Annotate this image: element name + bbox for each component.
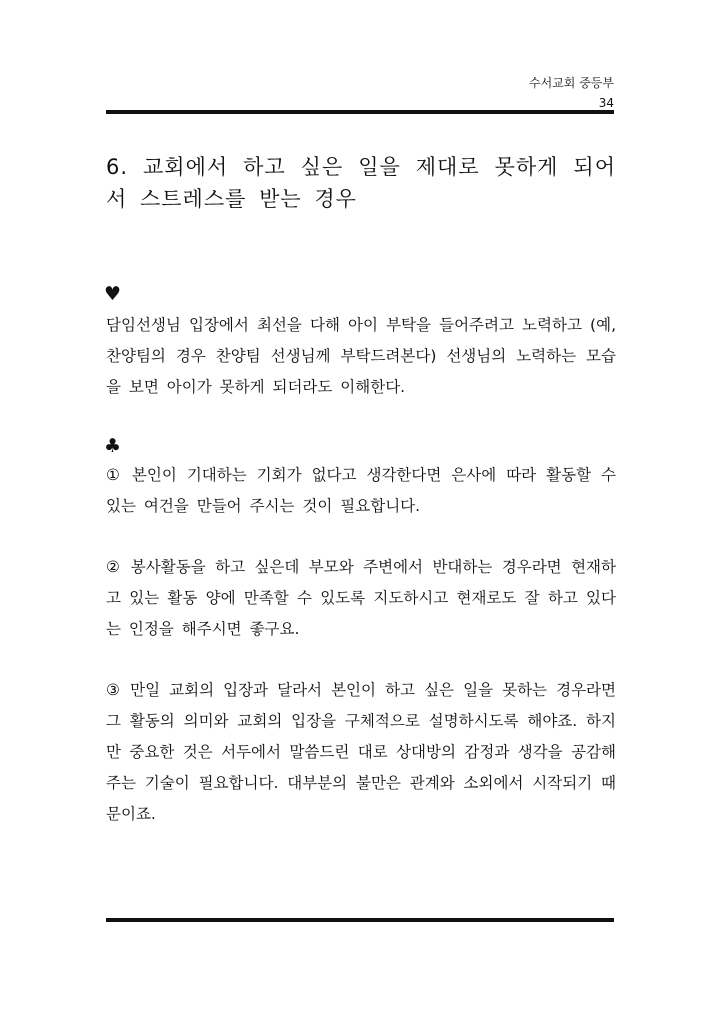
club-icon: ♣ (104, 435, 122, 457)
heart-paragraph: 담임선생님 입장에서 최선을 다해 아이 부탁을 들어주려고 노력하고 (예, 찬양팀의 경우 찬양팀 선생님께 부탁드려본다) 선생님의 노력하는 모습을 보면 아이가 못하게 되더라도 이해한다. (106, 316, 616, 396)
club-paragraph-2: ② 봉사활동을 하고 싶은데 부모와 주변에서 반대하는 경우라면 현재하고 있는 활동 양에 만족할 수 있도록 지도하시고 현재로도 잘 하고 있다는 인정을 해주시면 좋구요. (106, 558, 616, 638)
section-title: 6. 교회에서 하고 싶은 일을 제대로 못하게 되어서 스트레스를 받는 경우 (106, 155, 616, 211)
club-paragraph-3: ③ 만일 교회의 입장과 달라서 본인이 하고 싶은 일을 못하는 경우라면 그 활동의 의미와 교회의 입장을 구체적으로 설명하시도록 해야죠. 하지만 중요한 것은 서두에서 말씀드린 대로 상대방의 감정과 생각을 공감해주는 기술이 필요합니다. 대부분의 불만은 관계와 소외에서 시작되기 때문이죠. (106, 681, 616, 823)
header-rule (106, 110, 614, 114)
club-paragraph-1: ① 본인이 기대하는 기회가 없다고 생각한다면 은사에 따라 활동할 수 있는 여건을 만들어 주시는 것이 필요합니다. (106, 466, 616, 515)
page-number: 34 (598, 96, 614, 110)
heart-icon: ♥ (104, 283, 122, 305)
header-organization: 수서교회 중등부 (529, 76, 614, 90)
footer-rule (106, 918, 614, 922)
